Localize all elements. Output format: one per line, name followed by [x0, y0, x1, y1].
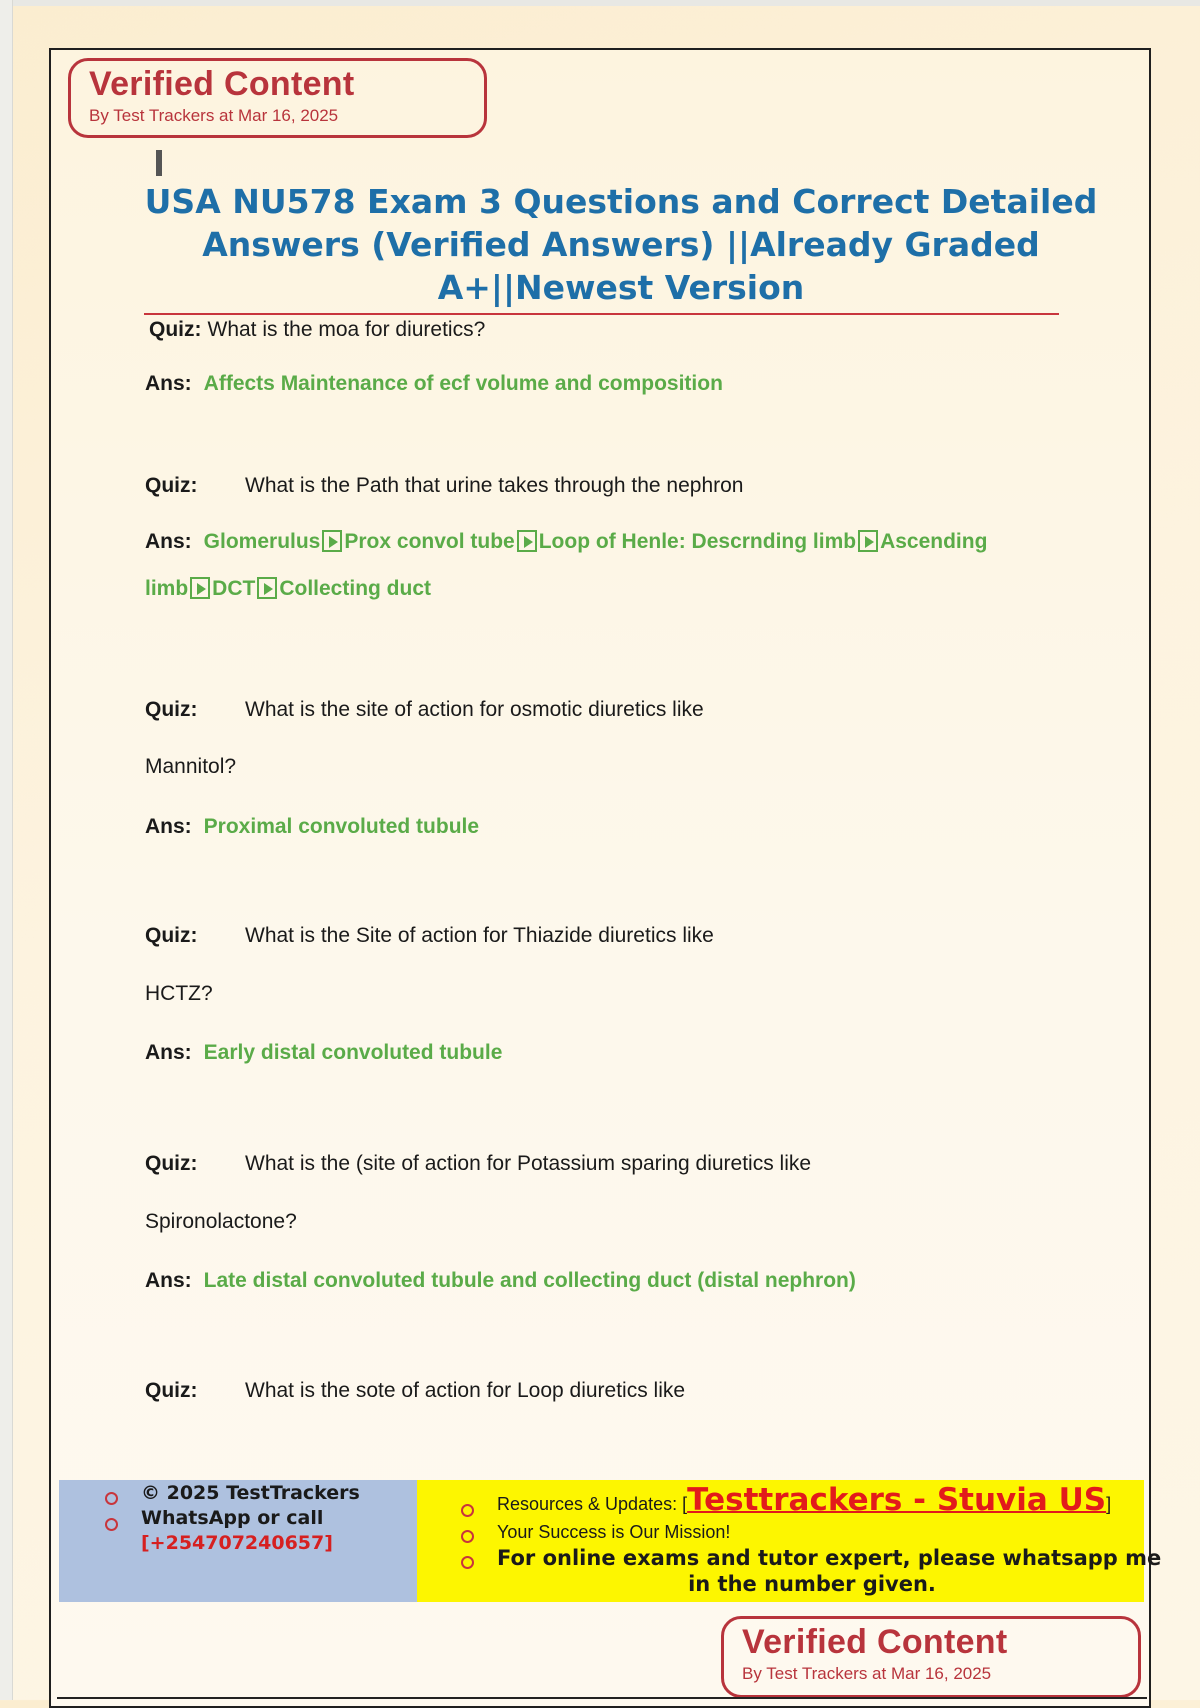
bullet-icon: [105, 1518, 118, 1531]
verified-content-badge-top: [68, 58, 487, 138]
arrow-right-icon: [517, 530, 537, 552]
badge-subtitle: By Test Trackers at Mar 16, 2025: [742, 1664, 992, 1683]
answer-step: Collecting duct: [279, 577, 432, 600]
footer-online-line-1: For online exams and tutor expert, please whatsapp me: [497, 1546, 1162, 1570]
footer-contact-panel: [59, 1480, 417, 1602]
resources-label: Resources & Updates: [: [497, 1494, 688, 1514]
answer-text: Late distal convoluted tubule and collecting duct (distal nephron): [203, 1269, 856, 1292]
bullet-icon: [461, 1504, 474, 1517]
quiz-label: Quiz:: [145, 1379, 198, 1402]
answer-2-line-1: [145, 530, 987, 554]
answer-text: Early distal convoluted tubule: [203, 1041, 503, 1064]
resources-bracket: ]: [1106, 1494, 1112, 1514]
question-4: [145, 924, 714, 948]
question-5-continued: Spironolactone?: [145, 1210, 297, 1233]
quiz-label: Quiz:: [145, 924, 198, 947]
question-1: [149, 318, 485, 342]
badge-title: Verified Content: [89, 65, 355, 103]
badge-title: Verified Content: [742, 1623, 1008, 1661]
question-5: [145, 1152, 811, 1176]
bullet-icon: [461, 1530, 474, 1543]
question-text: What is the Path that urine takes through the nephron: [245, 474, 744, 497]
question-3: [145, 698, 704, 722]
answer-4: [145, 1041, 502, 1065]
footer-copyright: © 2025 TestTrackers: [141, 1482, 360, 1504]
footer-online-line-2: in the number given.: [688, 1572, 936, 1596]
question-text: What is the sote of action for Loop diuretics like: [245, 1379, 686, 1402]
arrow-right-icon: [322, 530, 342, 552]
question-text: What is the Site of action for Thiazide diuretics like: [245, 924, 714, 947]
answer-5: [145, 1269, 856, 1293]
footer-phone-number[interactable]: [+254707240657]: [141, 1532, 333, 1554]
arrow-right-icon: [858, 530, 878, 552]
question-text: What is the (site of action for Potassium sparing diuretics like: [245, 1152, 812, 1175]
answer-step: DCT: [212, 577, 256, 600]
verified-content-badge-bottom: [721, 1616, 1141, 1698]
page-bottom-rule: [57, 1697, 1147, 1699]
answer-text: Proximal convoluted tubule: [203, 815, 480, 838]
footer-whatsapp-label: WhatsApp or call: [141, 1507, 324, 1529]
viewer-left-edge: [0, 0, 13, 1700]
ans-label: Ans:: [145, 1269, 192, 1292]
answer-step: Prox convol tube: [344, 530, 515, 553]
arrow-right-icon: [190, 577, 210, 599]
answer-1: [145, 372, 723, 396]
title-line-3: A+||Newest Version: [437, 268, 805, 307]
quiz-label: Quiz:: [145, 474, 198, 497]
answer-step: limb: [145, 577, 189, 600]
document-page: [49, 48, 1162, 1708]
text-cursor-icon: [156, 150, 162, 176]
badge-subtitle: By Test Trackers at Mar 16, 2025: [89, 106, 339, 125]
answer-3: [145, 815, 479, 839]
footer-resources-line: [497, 1482, 1111, 1518]
question-3-continued: Mannitol?: [145, 755, 237, 778]
question-4-continued: HCTZ?: [145, 982, 213, 1005]
answer-step: Glomerulus: [203, 530, 321, 553]
quiz-label: Quiz:: [145, 698, 198, 721]
bullet-icon: [105, 1492, 118, 1505]
answer-2-line-2: [145, 577, 431, 601]
footer-mission: Your Success is Our Mission!: [497, 1522, 731, 1542]
answer-step: Ascending: [880, 530, 988, 553]
ans-label: Ans:: [145, 530, 192, 553]
ans-label: Ans:: [145, 815, 192, 838]
footer-resources-panel: [417, 1480, 1162, 1602]
quiz-label: Quiz:: [145, 1152, 198, 1175]
title-line-1: USA NU578 Exam 3 Questions and Correct Detailed: [144, 182, 1098, 221]
document-title: [141, 180, 1101, 309]
quiz-label: Quiz:: [149, 318, 202, 341]
answer-step: Loop of Henle: Descrnding limb: [538, 530, 857, 553]
ans-label: Ans:: [145, 1041, 192, 1064]
question-6: [145, 1379, 685, 1403]
arrow-right-icon: [257, 577, 277, 599]
question-text: What is the site of action for osmotic diuretics like: [245, 698, 704, 721]
question-text: What is the moa for diuretics?: [207, 318, 486, 341]
answer-text: Affects Maintenance of ecf volume and composition: [203, 372, 723, 395]
title-divider: [144, 313, 1059, 315]
title-line-2: Answers (Verified Answers) ||Already Graded: [202, 225, 1040, 264]
stuvia-store-link[interactable]: Testtrackers - Stuvia US: [687, 1482, 1107, 1518]
bullet-icon: [461, 1556, 474, 1569]
question-2: [145, 474, 743, 498]
ans-label: Ans:: [145, 372, 192, 395]
viewer-top-edge: [0, 0, 1200, 6]
